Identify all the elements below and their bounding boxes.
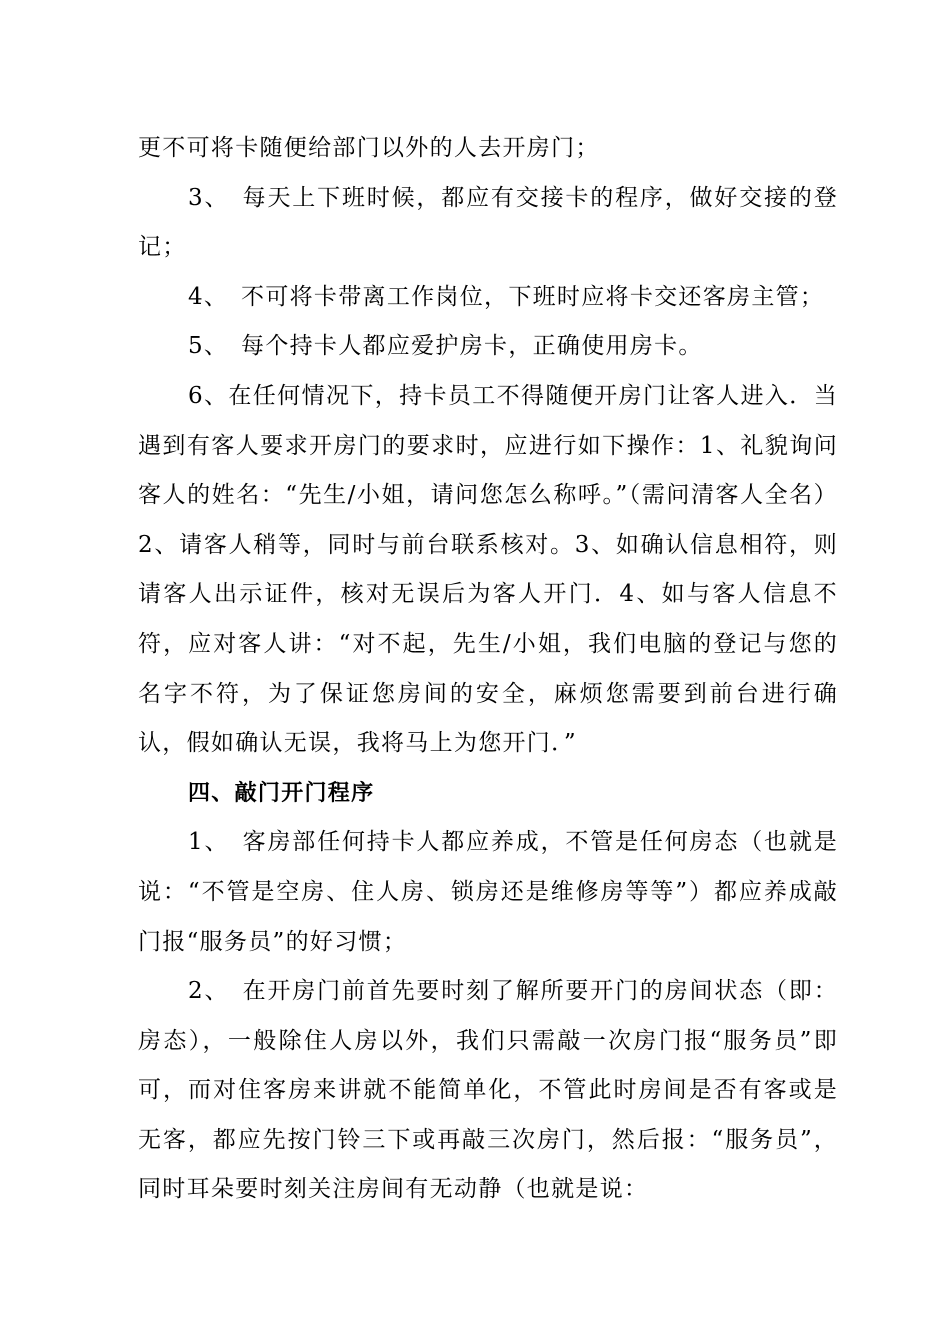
paragraph-item-3-handover: 3、 每天上下班时候，都应有交接卡的程序，做好交接的登记； [138,184,838,261]
paragraph-knock-item-2: 2、 在开房门前首先要时刻了解所要开门的房间状态（即：房态），一般除住人房以外，我们只需敲一次房门报“服务员”即可，而对住客房来讲就不能简单化，不管此时房间是否有客或是无客，都应先按门铃三下或再敲三次房门，然后报：“服务员”，同时耳朵要时刻关注房间有无动静（也就是说： [138,978,838,1203]
paragraph-card-lending: 更不可将卡随便给部门以外的人去开房门； [138,135,600,161]
paragraph-item-6-guest-request: 6、在任何情况下，持卡员工不得随便开房门让客人进入．当遇到有客人要求开房门的要求时，应进行如下操作：1、礼貌询问客人的姓名：“先生/小姐，请问您怎么称呼。”（需问清客人全名）2、请客人稍等，同时与前台联系核对。3、如确认信息相符，则请客人出示证件，核对无误后为客人开门．4、如与客人信息不符，应对客人讲：“对不起，先生/小姐，我们电脑的登记与您的名字不符，为了保证您房间的安全，麻烦您需要到前台进行确认，假如确认无误，我将马上为您开门．” [138,382,838,757]
document-body [138,124,838,1215]
paragraph-item-4-card-return: 4、 不可将卡带离工作岗位，下班时应将卡交还客房主管； [188,283,825,310]
paragraph-item-5-card-care: 5、 每个持卡人都应爱护房卡，正确使用房卡。 [188,333,703,360]
section-heading-knock-procedure: 四、敲门开门程序 [188,780,375,806]
paragraph-knock-item-1: 1、 客房部任何持卡人都应养成，不管是任何房态（也就是说：“不管是空房、住人房、锁房还是维修房等等”）都应养成敲门报“服务员”的好习惯； [138,829,838,955]
